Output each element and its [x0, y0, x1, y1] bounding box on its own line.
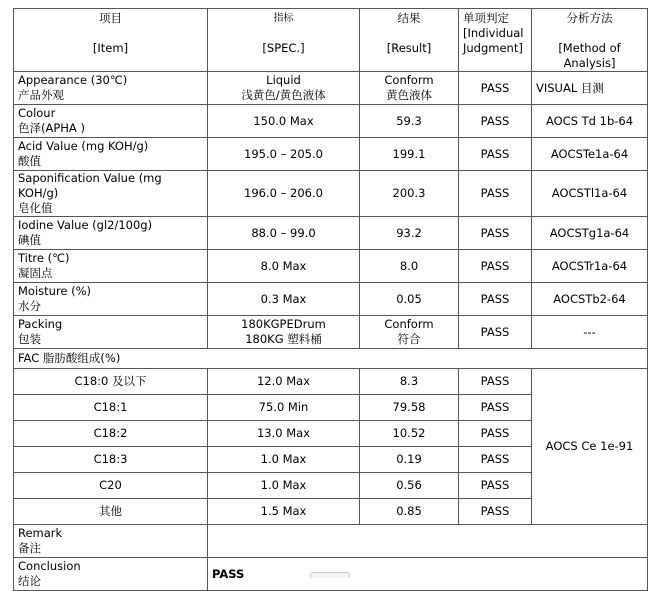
judgment-cell: PASS	[459, 369, 532, 395]
method-cell: ---	[532, 316, 648, 349]
result-cell: 10.52	[360, 421, 459, 447]
result-cell: 0.56	[360, 473, 459, 499]
spec-cell: 88.0 – 99.0	[208, 217, 360, 250]
item-cell: Colour 色泽(APHA )	[14, 105, 208, 138]
table-row	[14, 171, 648, 217]
result-cell: 8.0	[360, 250, 459, 283]
result-cell: 200.3	[360, 171, 459, 217]
header-row	[14, 9, 648, 72]
header-result: 结果 [Result]	[360, 9, 459, 72]
remark-value	[208, 525, 648, 558]
judgment-cell: PASS	[459, 447, 532, 473]
judgment-cell: PASS	[459, 138, 532, 171]
item-cell: Titre (℃) 凝固点	[14, 250, 208, 283]
fac-name-cell: C18:0 及以下	[14, 369, 208, 395]
item-cell: Iodine Value (gl2/100g) 碘值	[14, 217, 208, 250]
result-cell: 59.3	[360, 105, 459, 138]
judgment-cell: PASS	[459, 217, 532, 250]
fac-name-cell: C18:2	[14, 421, 208, 447]
table-row	[14, 369, 648, 395]
judgment-cell: PASS	[459, 395, 532, 421]
spec-cell: 195.0 – 205.0	[208, 138, 360, 171]
table-row	[14, 72, 648, 105]
table-row	[14, 316, 648, 349]
fac-name-cell: 其他	[14, 499, 208, 525]
judgment-cell: PASS	[459, 72, 532, 105]
scroll-handle[interactable]	[310, 572, 350, 578]
method-cell: AOCSTg1a-64	[532, 217, 648, 250]
judgment-cell: PASS	[459, 283, 532, 316]
result-cell: Conform 符合	[360, 316, 459, 349]
spec-cell: 13.0 Max	[208, 421, 360, 447]
spec-cell: 196.0 – 206.0	[208, 171, 360, 217]
judgment-cell: PASS	[459, 473, 532, 499]
spec-cell: 1.0 Max	[208, 447, 360, 473]
judgment-cell: PASS	[459, 250, 532, 283]
header-method: 分析方法 [Method of Analysis]	[532, 9, 648, 72]
remark-label: Remark 备注	[14, 525, 208, 558]
table-row	[14, 138, 648, 171]
spec-cell: 180KGPEDrum 180KG 塑料桶	[208, 316, 360, 349]
method-cell: VISUAL 目测	[532, 72, 648, 105]
result-cell: Conform 黄色液体	[360, 72, 459, 105]
result-cell: 79.58	[360, 395, 459, 421]
judgment-cell: PASS	[459, 421, 532, 447]
fac-title: FAC 脂肪酸组成(%)	[14, 349, 648, 369]
spec-cell: 12.0 Max	[208, 369, 360, 395]
spec-cell: 75.0 Min	[208, 395, 360, 421]
result-cell: 0.19	[360, 447, 459, 473]
method-cell: AOCSTl1a-64	[532, 171, 648, 217]
spec-cell: 0.3 Max	[208, 283, 360, 316]
fac-title-row	[14, 349, 648, 369]
item-cell: Acid Value (mg KOH/g) 酸值	[14, 138, 208, 171]
result-cell: 8.3	[360, 369, 459, 395]
spec-cell: 1.0 Max	[208, 473, 360, 499]
header-judgment: 单项判定 [Individual Judgment]	[459, 9, 532, 72]
conclusion-label: Conclusion 结论	[14, 558, 208, 591]
method-cell: AOCSTe1a-64	[532, 138, 648, 171]
spec-cell: 1.5 Max	[208, 499, 360, 525]
fac-name-cell: C18:3	[14, 447, 208, 473]
item-cell: Appearance (30℃) 产品外观	[14, 72, 208, 105]
method-cell: AOCSTr1a-64	[532, 250, 648, 283]
result-cell: 93.2	[360, 217, 459, 250]
table-row	[14, 283, 648, 316]
conclusion-value: PASS	[208, 558, 648, 591]
table-row	[14, 217, 648, 250]
judgment-cell: PASS	[459, 316, 532, 349]
result-cell: 0.85	[360, 499, 459, 525]
fac-name-cell: C20	[14, 473, 208, 499]
fac-method-cell: AOCS Ce 1e-91	[532, 369, 648, 525]
item-cell: Moisture (%) 水分	[14, 283, 208, 316]
table-row	[14, 105, 648, 138]
result-cell: 0.05	[360, 283, 459, 316]
result-cell: 199.1	[360, 138, 459, 171]
fac-name-cell: C18:1	[14, 395, 208, 421]
table-row	[14, 250, 648, 283]
remark-row	[14, 525, 648, 558]
spec-cell: Liquid 浅黄色/黄色液体	[208, 72, 360, 105]
method-cell: AOCSTb2-64	[532, 283, 648, 316]
header-spec: 指标 [SPEC.]	[208, 9, 360, 72]
spec-cell: 8.0 Max	[208, 250, 360, 283]
judgment-cell: PASS	[459, 499, 532, 525]
judgment-cell: PASS	[459, 105, 532, 138]
header-item: 项目 [Item]	[14, 9, 208, 72]
method-cell: AOCS Td 1b-64	[532, 105, 648, 138]
coa-table	[13, 8, 648, 591]
spec-cell: 150.0 Max	[208, 105, 360, 138]
item-cell: Saponification Value (mg KOH/g) 皂化值	[14, 171, 208, 217]
judgment-cell: PASS	[459, 171, 532, 217]
item-cell: Packing 包装	[14, 316, 208, 349]
